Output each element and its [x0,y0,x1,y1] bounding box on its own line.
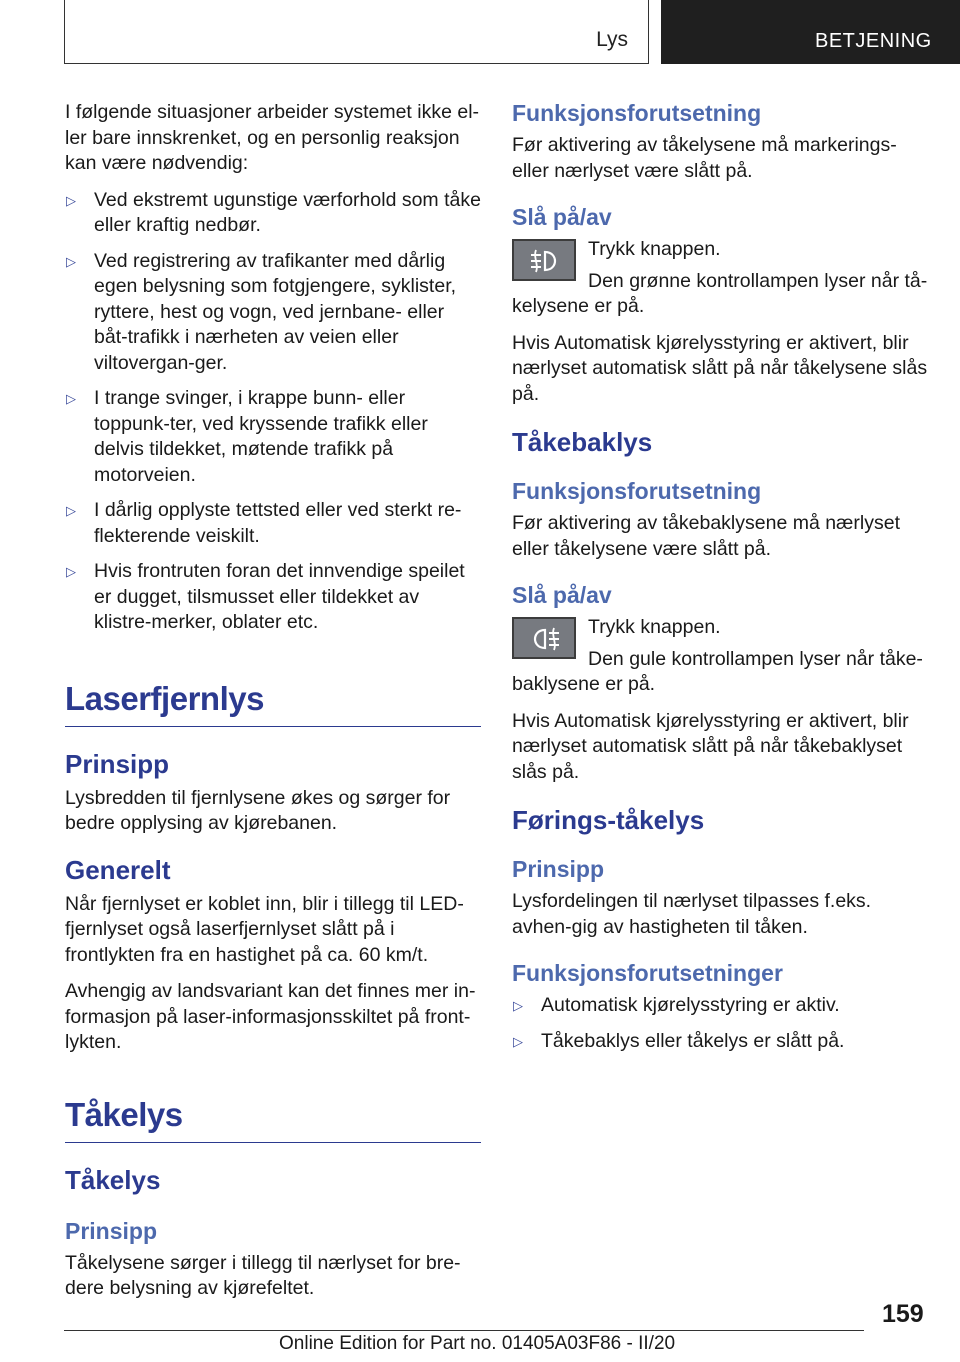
laser-section-title: Laserfjernlys [65,680,481,727]
page-number: 159 [882,1300,924,1328]
rear-fog-section-title: Tåkebaklys [512,427,653,457]
laser-principle-heading: Prinsipp [65,748,170,779]
laser-general-heading: Generelt [65,854,171,885]
fog-principle-heading: Prinsipp [65,1217,158,1244]
guide-fog-section-title: Førings-tåkelys [512,805,705,835]
chapter-tab: BETJENING [661,0,960,64]
front-fog-instructions [512,237,932,331]
left-column [65,100,481,1313]
triangle-bullet-icon: ▷ [66,503,76,518]
rear-fog-step-2: Den gule kontrollampen lyser når tåke-baklysene er på. [512,647,923,695]
list-item: ▷ Automatisk kjørelysstyring er aktiv. [512,993,932,1019]
fog-principle-text: Tåkelysene sørger i tillegg til nærlyset for bre-dere belysning av kjørefeltet. [65,1251,461,1299]
guide-fog-principle-heading: Prinsipp [512,856,605,882]
footer-divider [64,1330,864,1331]
list-item: ▷ Tåkebaklys eller tåkelys er slått på. [512,1029,932,1055]
section-title: Lys [596,28,628,51]
rear-fog-auto-note: Hvis Automatisk kjørelysstyring er aktivert, blir nærlyset automatisk slått på når tåkebaklyset slås på. [512,709,909,783]
rear-fog-onoff-heading: Slå på/av [512,582,612,608]
rear-fog-requirement-text: Før aktivering av tåkebaklysene må nærlyset eller tåkelysene være slått på. [512,512,900,560]
guide-fog-principle-text: Lysfordelingen til nærlyset tilpasses f.eks. avhen-gig av hastigheten til tåken. [512,890,872,938]
list-item: ▷ I trange svinger, i krappe bunn- eller toppunk-ter, ved kryssende trafikk eller delvis tildekket, møtende trafikk på motorveien. [66,387,428,486]
right-column [512,100,932,1064]
front-fog-requirement-heading: Funksjonsforutsetning [512,100,762,126]
front-fog-step-2: Den grønne kontrollampen lyser når tå-kelysene er på. [512,269,928,317]
rear-fog-step-1: Trykk knappen. [588,616,721,638]
intro-text: I følgende situasjoner arbeider systemet ikke el-ler bare innskrenket, og en personlig reaksjon kan være nødvendig: [65,101,480,174]
list-item: ▷ I dårlig opplyste tettsted eller ved sterkt re-flekterende veiskilt. [66,499,462,547]
triangle-bullet-icon: ▷ [66,564,76,579]
triangle-bullet-icon: ▷ [66,253,76,269]
list-item: ▷ Ved registrering av trafikanter med dårlig egen belysning som fotgjengere, syklister, ryttere, hest og vogn, ved jernbane- eller båt-trafikk i nærheten av veien eller viltovergan-ger. [66,249,457,374]
triangle-bullet-icon: ▷ [66,192,76,208]
list-item: ▷ Hvis frontruten foran det innvendige speilet er dugget, tilsmusset eller tildekket av klistre-merker, oblater etc. [66,560,465,633]
triangle-bullet-icon: ▷ [513,1033,523,1049]
triangle-bullet-icon: ▷ [66,391,76,406]
front-fog-auto-note: Hvis Automatisk kjørelysstyring er aktivert, blir nærlyset automatisk slått på når tåkelysene slås på. [512,331,928,405]
laser-principle-text: Lysbredden til fjernlysene økes og sørger for bedre opplysing av kjørebanen. [65,786,451,834]
front-fog-onoff-heading: Slå på/av [512,204,612,230]
guide-fog-requirements-heading: Funksjonsforutsetninger [512,960,783,986]
rear-fog-requirement-heading: Funksjonsforutsetning [512,478,762,504]
limitations-list [65,188,481,636]
fog-section-title: Tåkelys [65,1096,481,1143]
front-fog-requirement-text: Før aktivering av tåkelysene må markerings- eller nærlyset være slått på. [512,134,897,182]
footer-edition: Online Edition for Part no. 01405A03F86 - II/20 [279,1333,676,1354]
guide-fog-requirements-list [512,993,932,1054]
list-item: ▷ Ved ekstremt ugunstige værforhold som tåke eller kraftig nedbør. [66,188,481,236]
laser-general-text-1: Når fjernlyset er koblet inn, blir i tillegg til LED-fjernlyset også laserfjernlyset slått på i frontlykten fra en hastighet på ca. 60 km/t. [65,892,464,966]
triangle-bullet-icon: ▷ [513,998,523,1013]
fog-subsection-title: Tåkelys [65,1164,161,1195]
front-fog-step-1: Trykk knappen. [588,238,721,260]
header-frame [64,0,649,64]
front-fog-light-icon [512,239,576,281]
laser-general-text-2: Avhengig av landsvariant kan det finnes mer in-formasjon på laser-informasjonsskiltet på front-lykten. [65,980,476,1053]
rear-fog-light-icon [512,617,576,659]
rear-fog-instructions [512,615,932,709]
